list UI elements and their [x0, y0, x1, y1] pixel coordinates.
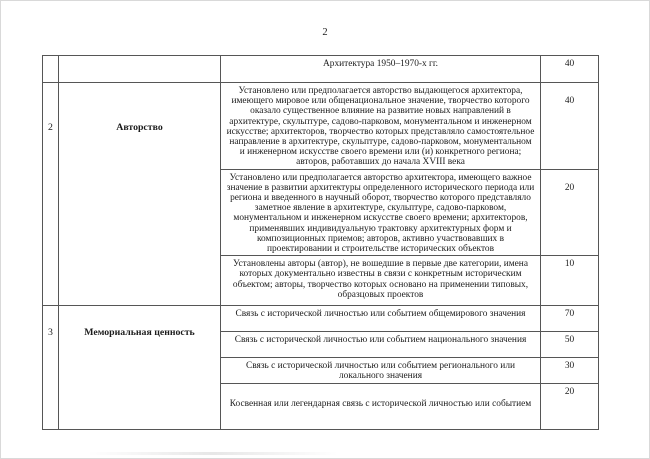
table-row — [43, 306, 599, 332]
score-cell: 40 — [541, 56, 599, 83]
criterion-cell: Установлены авторы (автор), не вошедшие в первые две категории, имена которых документально известны в связи с конкретным историческим объектом; авторы, творчество которых основано на применении типовых, образцовых проектов — [221, 256, 541, 306]
score-cell: 10 — [541, 256, 599, 306]
criterion-cell: Архитектура 1950–1970-х гг. — [221, 56, 541, 83]
score-cell: 20 — [541, 169, 599, 256]
score-cell: 70 — [541, 306, 599, 332]
score-cell: 30 — [541, 358, 599, 384]
criterion-cell: Установлено или предполагается авторство выдающегося архитектора, имеющего мировое или общенациональное значение, творчество которого оказало существенное влияние на развитие новых направлений в архитектуре, скульптуре, садово-парковом, монументальном и инженерном искусстве; архитекторов, творчество которых представляло самостоятельное направление в архитектуре, скульптуре, садово-парковом, монументальном и инженерном искусстве своего времени или (и) конкретного региона; авторов, работавших до начала XVIII века — [221, 83, 541, 170]
table-row — [43, 83, 599, 170]
section-category-cell — [59, 56, 221, 83]
criterion-cell: Связь с исторической личностью или событием регионального или локального значения — [221, 358, 541, 384]
score-cell: 20 — [541, 384, 599, 430]
score-cell: 50 — [541, 332, 599, 358]
criterion-cell: Связь с исторической личностью или событием общемирового значения — [221, 306, 541, 332]
criteria-table — [42, 55, 599, 430]
criterion-cell: Связь с исторической личностью или событием национального значения — [221, 332, 541, 358]
section-number-cell: 3 — [43, 306, 59, 430]
section-number-cell: 2 — [43, 83, 59, 306]
section-number-cell — [43, 56, 59, 83]
section-category-cell: Авторство — [59, 83, 221, 306]
section-category-cell: Мемориальная ценность — [59, 306, 221, 430]
criterion-cell: Косвенная или легендарная связь с исторической личностью или событием — [221, 384, 541, 430]
table-row — [43, 56, 599, 83]
scan-artifact — [88, 452, 338, 455]
criterion-cell: Установлено или предполагается авторство архитектора, имеющего важное значение в развитии архитектуры определенного исторического периода или региона и введенного в научный оборот, творчество которого представляло заметное явление в архитектуре, скульптуре, садово-парковом, монументальном и инженерном искусстве своего времени; архитекторов, применявших индивидуальную трактовку архитектурных форм и композиционных приемов; авторов, активно участвовавших в проектировании и строительстве исторических объектов — [221, 169, 541, 256]
page-number: 2 — [322, 27, 328, 38]
score-cell: 40 — [541, 83, 599, 170]
